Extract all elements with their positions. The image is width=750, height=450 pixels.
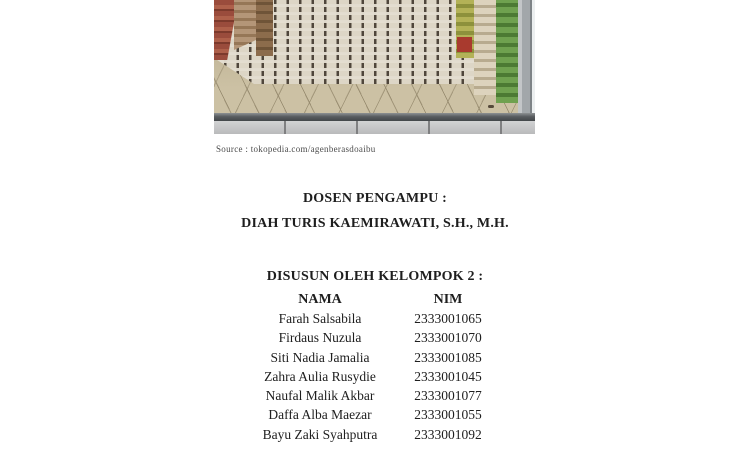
member-name: Naufal Malik Akbar [265, 388, 375, 404]
photo-left-brown-column [256, 0, 273, 56]
member-nim: 2333001070 [414, 330, 482, 346]
lecturer-section-heading: DOSEN PENGAMPU : [303, 191, 447, 206]
photo-right-cream-sacks [474, 0, 496, 95]
member-name: Bayu Zaki Syahputra [262, 426, 378, 442]
roster-header-row [240, 290, 496, 309]
lecturer-name: DIAH TURIS KAEMIRAWATI, S.H., M.H. [241, 216, 509, 231]
photo-door-frame-pillar [518, 0, 532, 117]
roster-header-nim: NIM [433, 292, 463, 307]
photo-source-caption: Source : tokopedia.com/agenberasdoaibu [216, 144, 376, 154]
member-name: Siti Nadia Jamalia [270, 349, 370, 365]
member-nim: 2333001085 [414, 349, 482, 365]
photo-concrete-strip [214, 121, 535, 134]
member-name: Zahra Aulia Rusydie [264, 368, 376, 384]
photo-right-edge [532, 0, 535, 117]
photo-right-green-sacks [496, 0, 518, 103]
member-roster-table [240, 290, 496, 444]
group-section-heading: DISUSUN OLEH KELOMPOK 2 : [266, 269, 484, 284]
table-row [240, 425, 496, 444]
photo-door-rail [214, 113, 535, 121]
member-nim: 2333001092 [414, 426, 482, 442]
table-row [240, 309, 496, 328]
rice-shop-photo [214, 0, 535, 134]
table-row [240, 348, 496, 367]
photo-right-red-item [457, 37, 472, 52]
photo-floor-speck [488, 105, 494, 108]
member-nim: 2333001065 [414, 311, 482, 326]
member-nim: 2333001045 [414, 368, 482, 384]
table-row [240, 328, 496, 347]
roster-header-nama: NAMA [298, 292, 342, 307]
table-row [240, 386, 496, 405]
member-name: Firdaus Nuzula [278, 330, 362, 346]
table-row [240, 367, 496, 386]
member-nim: 2333001077 [414, 388, 482, 404]
member-nim: 2333001055 [414, 407, 482, 423]
member-name: Farah Salsabila [278, 311, 362, 326]
member-name: Daffa Alba Maezar [268, 407, 372, 423]
table-row [240, 405, 496, 424]
